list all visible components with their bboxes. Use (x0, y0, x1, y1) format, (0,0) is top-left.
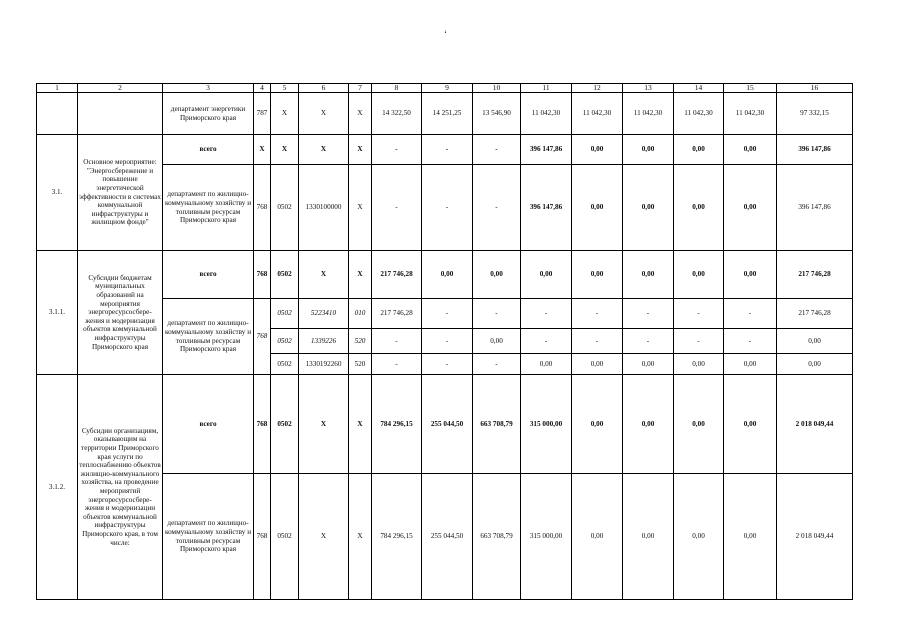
table-cell: 217 746,28 (372, 299, 422, 329)
table-cell: 0502 (271, 375, 299, 474)
table-cell: департамент по жилищно-коммунальному хозяйству и топливным ресурсам Приморского края (163, 474, 254, 600)
table-cell: 768 (254, 474, 271, 600)
table-cell: X (299, 93, 349, 135)
header-cell: 7 (349, 84, 372, 93)
header-cell: 4 (254, 84, 271, 93)
table-cell: 0502 (271, 474, 299, 600)
header-cell: 12 (572, 84, 623, 93)
table-cell: 0,00 (724, 251, 777, 299)
item-name: Субсидии бюджетам муниципальных образований на мероприятия энергоресурсосбере-жения и модернизация объектов коммунальной инфраструктуры Приморского края (78, 251, 163, 375)
table-cell: 217 746,28 (372, 251, 422, 299)
table-cell: департамент по жилищно-коммунальному хозяйству и топливным ресурсам Приморского края (163, 299, 254, 375)
header-cell: 10 (473, 84, 521, 93)
table-cell: 0,00 (623, 135, 674, 165)
header-cell: 9 (422, 84, 473, 93)
table-cell: 11 042,30 (572, 93, 623, 135)
table-cell: 0502 (271, 165, 299, 251)
table-cell: 0,00 (674, 135, 724, 165)
table-cell: 784 296,15 (372, 375, 422, 474)
table-cell: 13 546,90 (473, 93, 521, 135)
table-cell: 0,00 (674, 354, 724, 375)
table-cell: 0,00 (473, 329, 521, 354)
header-cell: 6 (299, 84, 349, 93)
item-number: 3.1. (37, 135, 78, 251)
table-cell: - (372, 135, 422, 165)
table-cell: 396 147,86 (521, 165, 572, 251)
table-cell: 0,00 (572, 375, 623, 474)
table-cell: 315 000,00 (521, 474, 572, 600)
header-cell: 2 (78, 84, 163, 93)
table-cell: X (271, 135, 299, 165)
table-cell: 0,00 (623, 354, 674, 375)
table-cell: - (674, 299, 724, 329)
table-cell: 768 (254, 251, 271, 299)
table-cell: - (521, 299, 572, 329)
table-cell: департамент энергетики Приморского края (163, 93, 254, 135)
table-cell: - (473, 165, 521, 251)
table-cell: X (349, 135, 372, 165)
table-cell: 0,00 (724, 375, 777, 474)
table-cell: - (372, 329, 422, 354)
header-cell: 13 (623, 84, 674, 93)
table-row (37, 135, 853, 165)
table-cell: 0,00 (473, 251, 521, 299)
table-cell: 217 746,28 (777, 299, 853, 329)
table-cell (37, 93, 78, 135)
header-cell: 3 (163, 84, 254, 93)
table-cell: X (299, 474, 349, 600)
table-cell: 0,00 (674, 375, 724, 474)
table-cell: X (349, 93, 372, 135)
table-cell: 787 (254, 93, 271, 135)
table-cell: - (422, 329, 473, 354)
table-cell: 315 000,00 (521, 375, 572, 474)
table-row (37, 251, 853, 299)
table-cell: - (724, 329, 777, 354)
table-cell: 0,00 (572, 165, 623, 251)
table-cell: 2 018 049,44 (777, 474, 853, 600)
table-cell: 217 746,28 (777, 251, 853, 299)
table-cell: 0,00 (724, 354, 777, 375)
table-cell: 396 147,86 (777, 135, 853, 165)
item-number: 3.1.2. (37, 375, 78, 600)
table-cell: X (271, 93, 299, 135)
table-cell: X (349, 165, 372, 251)
table-cell: - (572, 299, 623, 329)
table-cell: - (473, 354, 521, 375)
table-cell: - (521, 329, 572, 354)
table-cell: - (422, 135, 473, 165)
table-cell: 396 147,86 (521, 135, 572, 165)
table-cell: - (724, 299, 777, 329)
page-mark: ‘ (444, 29, 447, 39)
table-cell: X (349, 474, 372, 600)
table-cell: - (422, 165, 473, 251)
header-cell: 14 (674, 84, 724, 93)
header-cell: 15 (724, 84, 777, 93)
table-cell: 11 042,30 (724, 93, 777, 135)
table-cell: 520 (349, 354, 372, 375)
table-cell: 0,00 (422, 251, 473, 299)
table-cell: - (572, 329, 623, 354)
table-cell: 0,00 (724, 165, 777, 251)
table-cell: всего (163, 375, 254, 474)
table-cell: 0,00 (572, 474, 623, 600)
table-cell: 0502 (271, 299, 299, 329)
table-cell: - (473, 299, 521, 329)
table-cell: 1330192260 (299, 354, 349, 375)
table-cell: 0,00 (777, 329, 853, 354)
table-cell: X (299, 251, 349, 299)
table-cell: 0502 (271, 354, 299, 375)
table-cell: X (299, 375, 349, 474)
table-cell: 0,00 (572, 135, 623, 165)
table-cell: - (623, 299, 674, 329)
table-cell: X (349, 251, 372, 299)
table-cell: 11 042,30 (521, 93, 572, 135)
table-cell: - (372, 354, 422, 375)
table-cell: 1330100000 (299, 165, 349, 251)
item-name: Основное мероприятие: "Энергосбережение и повышение энергетической эффективности в системах коммунальной инфраструктуры и жилищном фонде" (78, 135, 163, 251)
table-cell: всего (163, 251, 254, 299)
table-cell: 0,00 (623, 474, 674, 600)
table-cell: - (623, 329, 674, 354)
table-cell: 11 042,30 (623, 93, 674, 135)
table-cell: 2 018 049,44 (777, 375, 853, 474)
table-cell: 0,00 (724, 135, 777, 165)
table-row (37, 93, 853, 135)
table-row (37, 375, 853, 474)
table-cell: 255 044,50 (422, 375, 473, 474)
table-cell: - (674, 329, 724, 354)
table-cell: - (473, 135, 521, 165)
table-cell: 010 (349, 299, 372, 329)
table-cell: 0,00 (724, 474, 777, 600)
table-cell: 97 332,15 (777, 93, 853, 135)
table-cell: 0,00 (623, 165, 674, 251)
table-cell: 14 251,25 (422, 93, 473, 135)
table-cell: 0502 (271, 251, 299, 299)
table-cell: 520 (349, 329, 372, 354)
table-cell: 0,00 (674, 251, 724, 299)
table-cell: - (422, 354, 473, 375)
header-cell: 5 (271, 84, 299, 93)
table-cell: 663 708,79 (473, 474, 521, 600)
table-cell: - (422, 299, 473, 329)
table-cell: X (254, 135, 271, 165)
table-cell: 0,00 (521, 354, 572, 375)
table-cell: 0,00 (777, 354, 853, 375)
item-number: 3.1.1. (37, 251, 78, 375)
table-cell: - (372, 165, 422, 251)
table-cell: 1339226 (299, 329, 349, 354)
table-cell: 0,00 (572, 251, 623, 299)
header-cell: 16 (777, 84, 853, 93)
table-cell: 0502 (271, 329, 299, 354)
table-cell: 5223410 (299, 299, 349, 329)
table-cell: 14 322,50 (372, 93, 422, 135)
item-name: Субсидии организациям, оказывающим на территории Приморского края услуги по теплоснабжению объектов жилищно-коммунального хозяйства, на проведение мероприятий энергоресурсосбере-жения и модернизации объектов коммунальной инфраструктуры Приморского края, в том числе: (78, 375, 163, 600)
table-cell: 784 296,15 (372, 474, 422, 600)
header-cell: 1 (37, 84, 78, 93)
budget-table (36, 83, 853, 600)
table-cell: 768 (254, 375, 271, 474)
table-cell: 0,00 (521, 251, 572, 299)
table-cell: 0,00 (623, 251, 674, 299)
table-cell: X (349, 375, 372, 474)
table-cell: всего (163, 135, 254, 165)
header-row (37, 84, 853, 93)
table-cell: 663 708,79 (473, 375, 521, 474)
table-cell: 0,00 (674, 474, 724, 600)
table-cell: 0,00 (572, 354, 623, 375)
table-cell: 768 (254, 299, 271, 375)
table-cell: 0,00 (674, 165, 724, 251)
table-cell: департамент по жилищно-коммунальному хозяйству и топливным ресурсам Приморского края (163, 165, 254, 251)
table-cell: X (299, 135, 349, 165)
table-cell: 11 042,30 (674, 93, 724, 135)
table-cell: 0,00 (623, 375, 674, 474)
table-cell: 768 (254, 165, 271, 251)
header-cell: 8 (372, 84, 422, 93)
table-cell (78, 93, 163, 135)
header-cell: 11 (521, 84, 572, 93)
table-cell: 396 147,86 (777, 165, 853, 251)
table-cell: 255 044,50 (422, 474, 473, 600)
